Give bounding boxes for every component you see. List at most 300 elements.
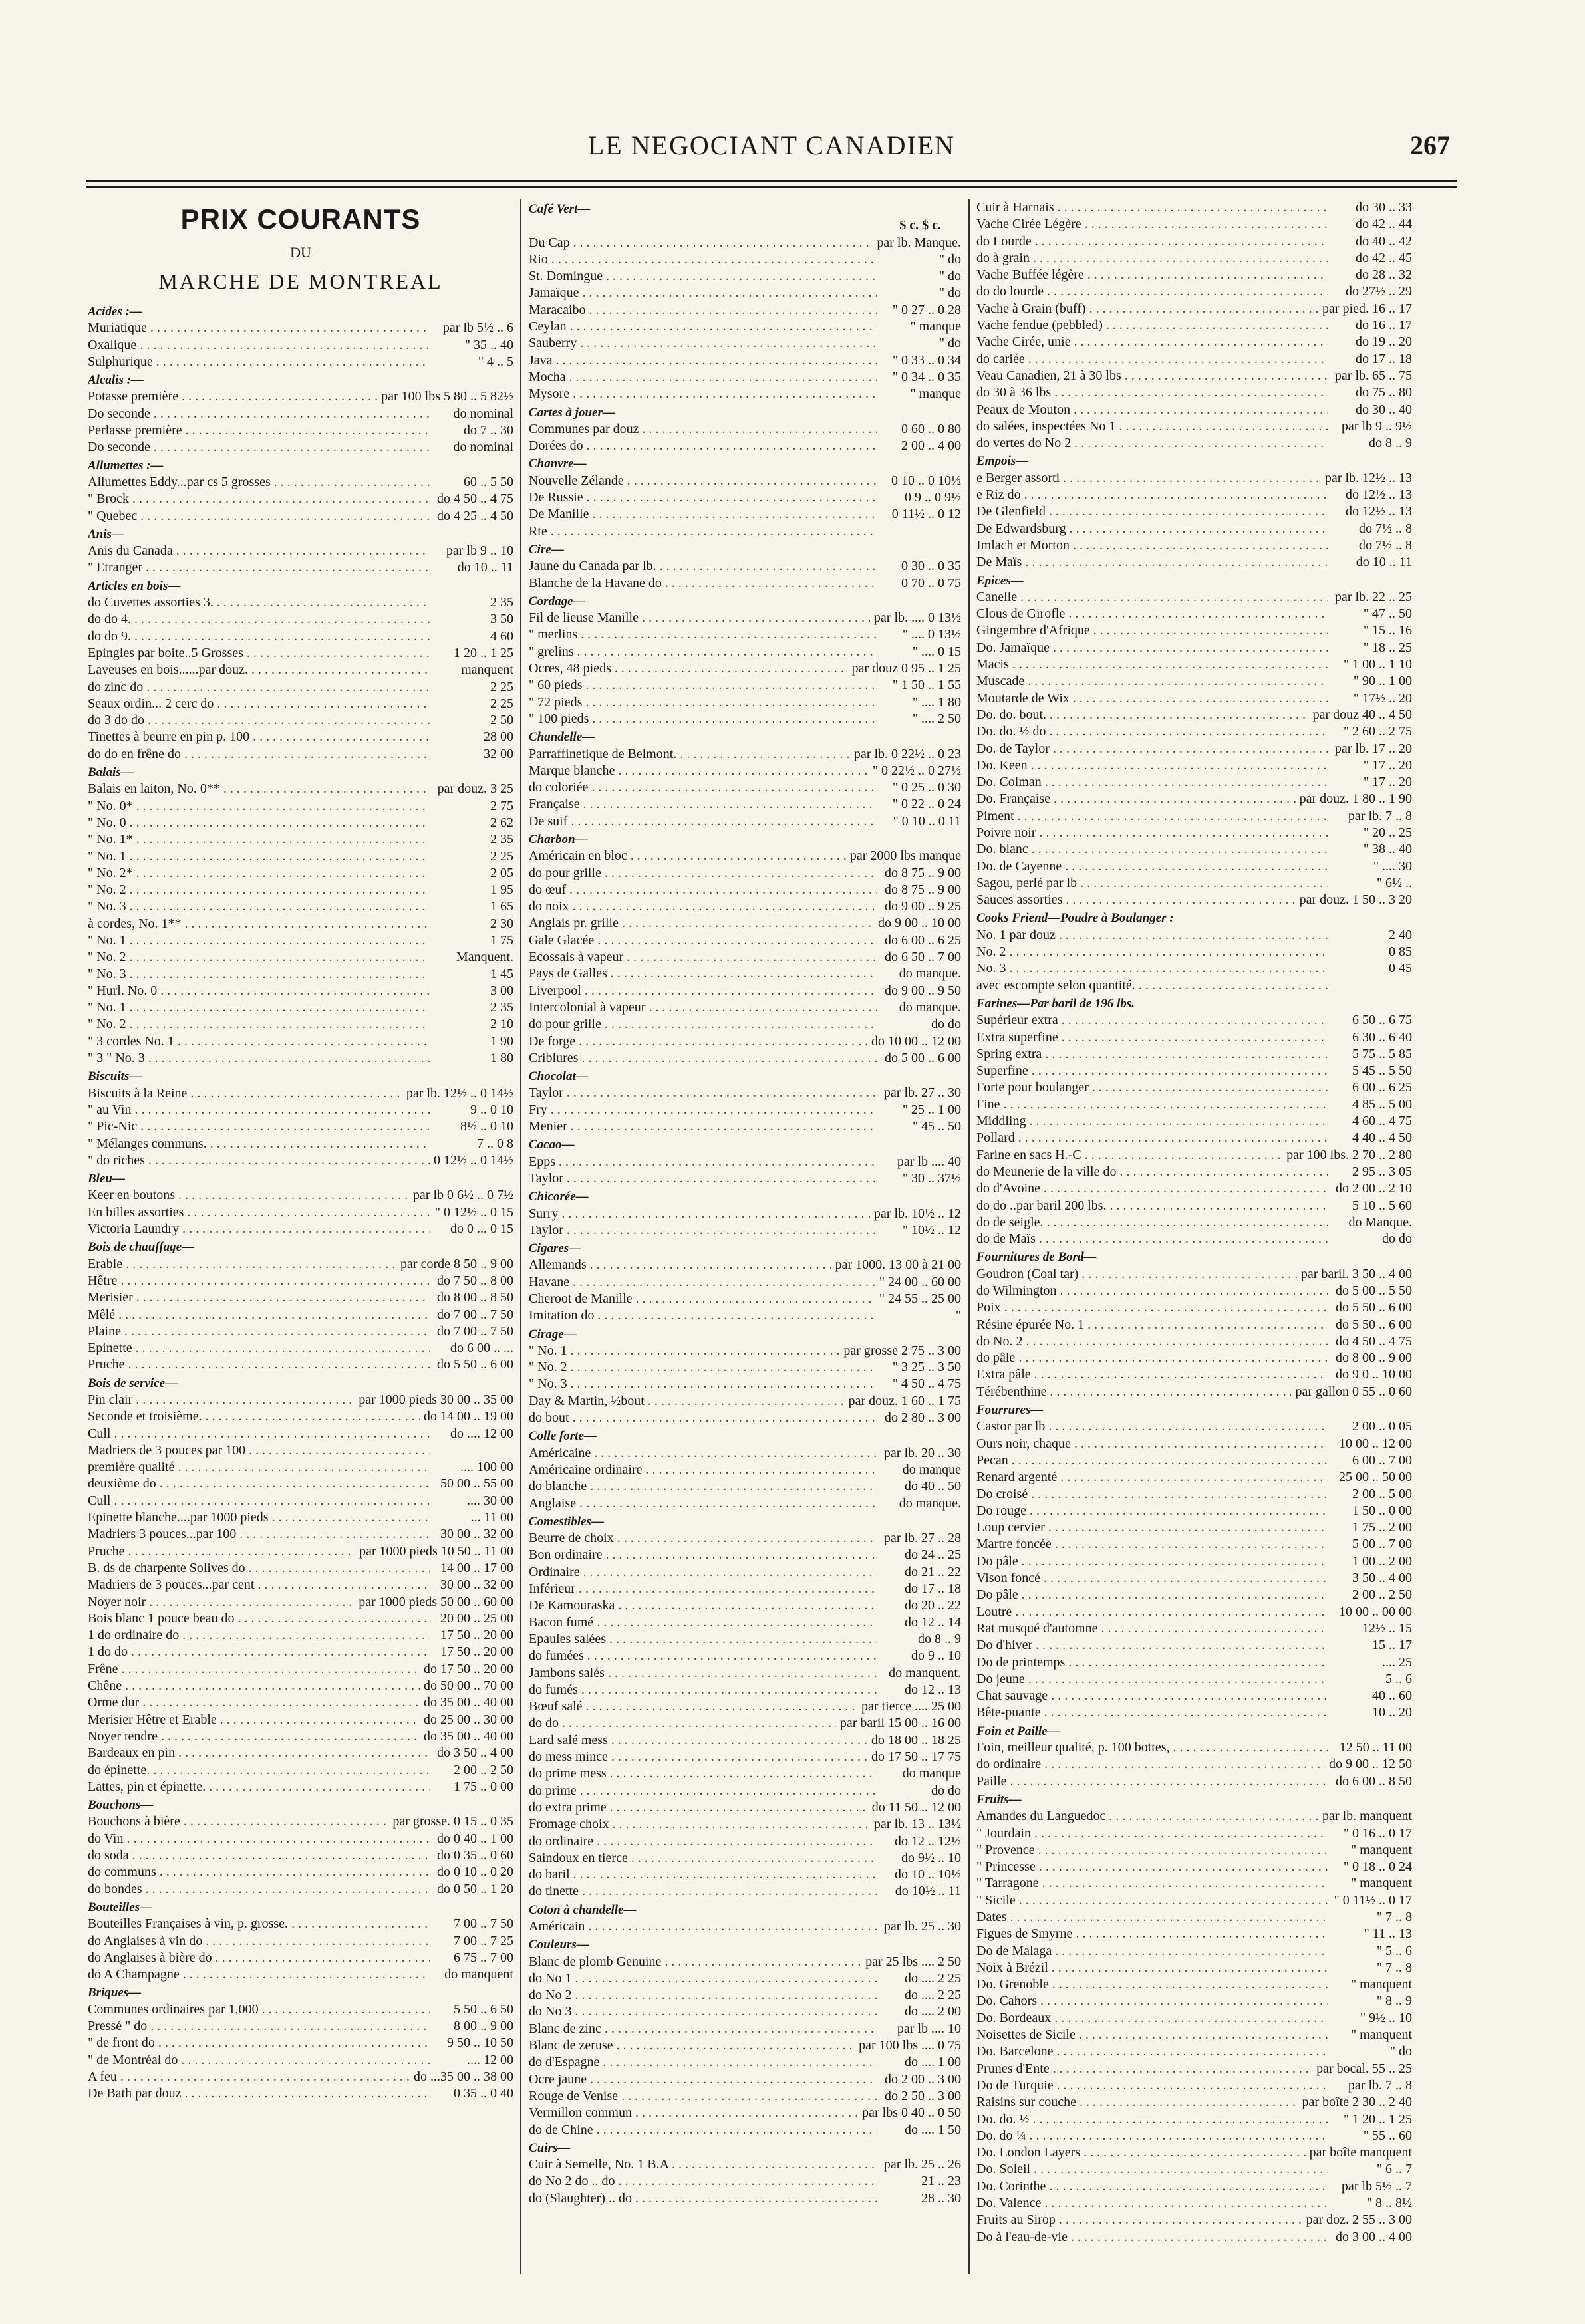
- price-row: [88, 815, 513, 831]
- price-row: [976, 418, 1412, 435]
- item-price: do manquent.: [889, 1665, 961, 1680]
- item-label: Day & Martin, ½bout . . .: [529, 1393, 845, 1410]
- section-heading: Allumettes :—: [88, 458, 164, 473]
- price-row: [88, 2052, 513, 2069]
- item-label: " 100 pieds . . .: [529, 711, 877, 727]
- price-row: [976, 554, 1412, 571]
- item-price: do 35 00 .. 40 00: [424, 1728, 513, 1743]
- item-price: " do: [938, 251, 961, 267]
- item-label: Canelle . . .: [976, 589, 1328, 606]
- price-row: [976, 1147, 1412, 1164]
- item-label: Ocres, 48 pieds . . .: [529, 660, 848, 677]
- price-section: [976, 995, 1412, 1247]
- price-row: [976, 1469, 1412, 1485]
- item-label: Epinette . . .: [88, 1340, 430, 1356]
- item-label: " No. 0 . . .: [88, 815, 430, 831]
- item-label: Jaune du Canada par lb. . . .: [529, 558, 877, 575]
- item-label: Taylor . . .: [529, 1170, 877, 1187]
- price-row: [976, 487, 1412, 503]
- price-row: [976, 1536, 1412, 1553]
- item-price: 6 30 .. 6 40: [1352, 1029, 1412, 1045]
- item-label: do pour grille . . .: [529, 1016, 877, 1033]
- item-price: ... 11 00: [470, 1510, 513, 1525]
- item-label: De Kamouraska . . .: [529, 1597, 877, 1614]
- item-price: ": [955, 1308, 961, 1323]
- item-price: do .... 1 00: [905, 2055, 961, 2070]
- price-row: [88, 1831, 513, 1847]
- item-label: De forge . . .: [529, 1033, 867, 1050]
- item-label: Veau Canadien, 21 à 30 lbs . . .: [976, 368, 1328, 384]
- price-section: [976, 1402, 1412, 1722]
- item-price: 0 85: [1389, 944, 1412, 960]
- item-label: Orme dur . . .: [88, 1694, 420, 1711]
- price-section: [88, 1984, 513, 2102]
- item-label: Keer en boutons . . .: [88, 1187, 409, 1204]
- price-row: [976, 1808, 1412, 1825]
- item-label: " No. 1 . . .: [88, 932, 430, 949]
- item-price: 20 00 .. 25 00: [440, 1611, 513, 1626]
- item-price: par douz 0 95 .. 1 25: [851, 661, 961, 676]
- item-label: Do. Jamaïque . . .: [976, 640, 1328, 656]
- price-row: [976, 741, 1412, 757]
- item-price: " manquent: [1350, 1876, 1412, 1891]
- price-row: [529, 796, 961, 813]
- price-row: [88, 559, 513, 576]
- item-price: 8½ .. 0 10: [460, 1119, 513, 1134]
- price-row: [529, 1410, 961, 1426]
- item-label: " 3 cordes No. 1 . . .: [88, 1033, 430, 1050]
- item-label: do do ..par baril 200 lbs. . . .: [976, 1198, 1328, 1214]
- item-label: B. ds de charpente Solives do . . .: [88, 1560, 430, 1577]
- price-row: [529, 1833, 961, 1850]
- item-price: 1 95: [490, 882, 513, 898]
- item-price: 1 65: [490, 899, 513, 914]
- item-label: Do de Malaga . . .: [976, 1943, 1328, 1960]
- price-section: [529, 201, 961, 403]
- price-row: [976, 1350, 1412, 1366]
- item-label: " No. 0* . . .: [88, 798, 430, 815]
- item-price: do 9½ .. 10: [901, 1850, 961, 1865]
- item-label: Muscade . . .: [976, 673, 1328, 690]
- price-row: [976, 858, 1412, 875]
- price-row: [88, 1509, 513, 1526]
- item-price: " 0 12½ .. 0 15: [434, 1204, 513, 1220]
- price-row: [976, 2111, 1412, 2128]
- price-row: [529, 898, 961, 915]
- item-label: Madriers de 3 pouces par 100 . . .: [88, 1442, 430, 1459]
- section-heading: Epices—: [976, 573, 1024, 588]
- item-price: 3 50 .. 4 00: [1352, 1571, 1412, 1586]
- item-price: do 2 50 .. 3 00: [885, 2088, 961, 2103]
- price-row: [88, 712, 513, 729]
- item-price: do do: [931, 1017, 961, 1032]
- item-label: Pecan . . .: [976, 1452, 1328, 1469]
- item-price: par bocal. 55 .. 25: [1316, 2061, 1412, 2076]
- price-row: [976, 470, 1412, 487]
- price-row: [976, 640, 1412, 656]
- item-label: do do en frêne do . . .: [88, 746, 430, 763]
- price-row: [976, 503, 1412, 520]
- price-row: [976, 1503, 1412, 1519]
- item-price: do 0 10 .. 0 20: [437, 1865, 513, 1880]
- price-row: [976, 317, 1412, 334]
- item-label: Inférieur . . .: [529, 1581, 877, 1597]
- item-label: Blanc de zinc . . .: [529, 2021, 877, 2037]
- item-label: do soda . . .: [88, 1847, 430, 1864]
- item-price: 0 10 .. 0 10½: [891, 473, 961, 488]
- price-section: [529, 1240, 961, 1324]
- section-heading: Cigares—: [529, 1241, 582, 1256]
- item-label: Beurre de choix . . .: [529, 1530, 877, 1547]
- price-row: [976, 1859, 1412, 1875]
- section-heading: Fruits—: [976, 1792, 1022, 1807]
- item-price: par lb. Manque.: [877, 235, 961, 250]
- item-label: No. 1 par douz . . .: [976, 927, 1328, 944]
- item-label: De Glenfield . . .: [976, 503, 1328, 520]
- section-heading: Charbon—: [529, 832, 588, 846]
- price-row: [529, 1118, 961, 1135]
- item-price: do 14 00 .. 19 00: [424, 1409, 513, 1424]
- price-section: [529, 2140, 961, 2207]
- item-label: Ceylan . . .: [529, 319, 877, 335]
- item-price: par lb 0 6½ .. 0 7½: [412, 1188, 513, 1203]
- price-row: [976, 892, 1412, 908]
- item-label: Piment . . .: [976, 808, 1328, 825]
- price-row: [976, 1570, 1412, 1587]
- price-row: [88, 1426, 513, 1442]
- price-row: [529, 2190, 961, 2207]
- item-label: " No. 3 . . .: [88, 966, 430, 983]
- price-row: [976, 1079, 1412, 1096]
- price-row: [529, 1987, 961, 2003]
- price-row: [88, 983, 513, 999]
- item-label: do Lourde . . .: [976, 233, 1328, 250]
- price-row: [976, 1486, 1412, 1503]
- item-label: do de Maïs . . .: [976, 1231, 1328, 1247]
- price-row: [529, 763, 961, 779]
- item-price: 40 .. 60: [1372, 1688, 1412, 1704]
- price-row: [529, 1291, 961, 1307]
- price-row: [88, 1356, 513, 1373]
- item-price: " 18 .. 25: [1363, 640, 1412, 655]
- item-price: " 20 .. 25: [1363, 825, 1412, 840]
- item-price: 5 50 .. 6 50: [454, 2001, 513, 2017]
- price-row: [529, 1274, 961, 1291]
- price-row: [976, 199, 1412, 216]
- item-price: par douz. 1 80 .. 1 90: [1299, 791, 1412, 807]
- item-price: par 100 lbs 5 80 .. 5 82½: [381, 389, 513, 404]
- price-row: [529, 1376, 961, 1392]
- price-row: [976, 690, 1412, 707]
- item-price: " 25 .. 1 00: [902, 1102, 961, 1117]
- item-price: do .... 2 25: [905, 1970, 961, 1986]
- price-row: [976, 1976, 1412, 1993]
- item-label: do No. 2 . . .: [976, 1333, 1328, 1350]
- price-row: [529, 2173, 961, 2190]
- item-price: " 90 .. 1 00: [1353, 674, 1412, 689]
- price-row: [976, 2043, 1412, 2060]
- item-price: 28 00: [484, 729, 513, 745]
- price-row: [529, 1495, 961, 1512]
- item-label: do do 9. . . .: [88, 628, 430, 645]
- item-price: do 10 .. 10½: [895, 1867, 961, 1882]
- section-heading: Bois de chauffage—: [88, 1240, 195, 1255]
- item-price: do 40 .. 42: [1356, 233, 1412, 249]
- item-label: do tinette . . .: [529, 1883, 877, 1900]
- item-label: do ordinaire . . .: [529, 1833, 877, 1850]
- item-label: Américaine . . .: [529, 1445, 877, 1462]
- item-label: Do de printemps . . .: [976, 1654, 1328, 1671]
- price-row: [529, 1530, 961, 1547]
- item-label: Rio . . .: [529, 251, 877, 268]
- item-price: do 12 .. 12½: [895, 1833, 961, 1849]
- section-heading: Cirage—: [529, 1327, 577, 1341]
- item-label: Merisier . . .: [88, 1289, 430, 1306]
- price-row: [88, 2035, 513, 2051]
- section-heading: Comestibles—: [529, 1514, 604, 1529]
- running-title: LE NEGOCIANT CANADIEN: [587, 130, 956, 160]
- item-label: Taylor . . .: [529, 1085, 877, 1101]
- price-row: [529, 575, 961, 592]
- item-label: Do. Cahors . . .: [976, 1993, 1328, 2009]
- item-label: do d'Espagne . . .: [529, 2054, 877, 2071]
- item-label: " Provence . . .: [976, 1842, 1328, 1859]
- item-label: Do. Bordeaux . . .: [976, 2010, 1328, 2027]
- item-label: Potasse première . . .: [88, 388, 377, 405]
- item-price: .... 100 00: [460, 1460, 513, 1475]
- item-price: " 55 .. 60: [1363, 2128, 1412, 2143]
- item-price: do 17 50 .. 17 75: [871, 1749, 961, 1765]
- price-row: [976, 1773, 1412, 1790]
- item-label: " grelins . . .: [529, 644, 877, 660]
- item-price: " 17½ .. 20: [1353, 690, 1412, 706]
- item-label: Cuir à Semelle, No. 1 B.A . . .: [529, 2156, 877, 2173]
- item-label: Victoria Laundry . . .: [88, 1221, 430, 1237]
- section-heading: Bleu—: [88, 1172, 125, 1186]
- item-label: Madriers de 3 pouces...par cent . . .: [88, 1577, 430, 1593]
- price-row: [529, 558, 961, 575]
- price-row: [976, 384, 1412, 401]
- item-price: par douz 40 .. 4 50: [1312, 707, 1412, 722]
- price-row: [88, 1847, 513, 1864]
- item-label: do 3 do do . . .: [88, 712, 430, 729]
- item-price: " manquent: [1350, 2027, 1412, 2043]
- price-row: [88, 662, 513, 678]
- item-label: " Brock . . .: [88, 491, 430, 507]
- price-row: [88, 1966, 513, 1983]
- price-row: [529, 882, 961, 898]
- item-price: 60 .. 5 50: [464, 474, 513, 489]
- section-heading: Biscuits—: [88, 1069, 142, 1084]
- section-heading: Chandelle—: [529, 730, 595, 745]
- item-price: par lb. manquent: [1322, 1809, 1412, 1824]
- price-row: [529, 949, 961, 966]
- item-label: Parraffinetique de Belmont. . . .: [529, 746, 850, 763]
- item-price: 7 00 .. 7 50: [454, 1916, 513, 1932]
- item-price: do 42 .. 44: [1356, 217, 1412, 232]
- price-row: [976, 1892, 1412, 1909]
- item-price: do 3 50 .. 4 00: [437, 1745, 513, 1761]
- price-row: [976, 1113, 1412, 1130]
- item-price: do 42 .. 45: [1356, 250, 1412, 265]
- item-price: 2 00 .. 4 00: [901, 438, 961, 453]
- item-price: 32 00: [484, 746, 513, 761]
- price-row: [976, 1283, 1412, 1299]
- item-price: 2 25: [490, 679, 513, 694]
- item-price: 4 40 .. 4 50: [1352, 1130, 1412, 1146]
- item-label: Sauberry . . .: [529, 335, 877, 352]
- price-row: [529, 999, 961, 1016]
- item-price: par baril. 3 50 .. 4 00: [1300, 1266, 1412, 1281]
- item-label: à cordes, No. 1** . . .: [88, 916, 430, 932]
- price-section: [529, 593, 961, 727]
- item-price: do 11 50 .. 12 00: [871, 1799, 961, 1815]
- item-price: " 0 16 .. 0 17: [1343, 1825, 1412, 1841]
- price-row: [88, 781, 513, 797]
- item-price: do manque: [902, 1462, 961, 1477]
- item-label: Do croisé . . .: [976, 1486, 1328, 1503]
- price-row: [976, 1418, 1412, 1435]
- item-price: 5 .. 6: [1385, 1671, 1412, 1686]
- price-row: [88, 1085, 513, 1102]
- item-label: Chêne . . .: [88, 1678, 420, 1694]
- item-label: Poix . . .: [976, 1299, 1328, 1316]
- item-price: do 8 00 .. 8 50: [437, 1290, 513, 1305]
- price-row: [976, 1704, 1412, 1721]
- item-label: Pays de Galles . . .: [529, 966, 877, 982]
- item-price: do 12 .. 13: [905, 1682, 961, 1697]
- price-row: [88, 388, 513, 405]
- item-label: De suif . . .: [529, 813, 877, 830]
- item-label: Renard argenté . . .: [976, 1469, 1328, 1485]
- price-row: [529, 1698, 961, 1715]
- price-row: [976, 1046, 1412, 1063]
- price-row: [88, 2018, 513, 2035]
- price-row: [976, 1654, 1412, 1671]
- item-label: do zinc do . . .: [88, 679, 430, 696]
- item-label: do Anglaises à bière do . . .: [88, 1950, 430, 1966]
- item-label: do No 1 . . .: [529, 1970, 877, 1987]
- price-row: [88, 1476, 513, 1492]
- item-label: " No. 3 . . .: [88, 898, 430, 915]
- item-price: do 35 00 .. 40 00: [424, 1695, 513, 1710]
- item-price: do 2 00 .. 3 00: [885, 2071, 961, 2087]
- item-label: " No. 1 . . .: [88, 999, 430, 1016]
- price-row: [529, 1648, 961, 1664]
- item-price: par lb. 25 .. 30: [883, 1918, 961, 1934]
- item-label: No. 3 . . .: [976, 960, 1328, 977]
- price-row: [529, 610, 961, 626]
- item-label: do épinette. . . .: [88, 1762, 430, 1779]
- price-row: [529, 2021, 961, 2037]
- price-row: [88, 1644, 513, 1660]
- item-label: e Berger assorti . . .: [976, 470, 1321, 487]
- price-column-2: [529, 199, 961, 2281]
- item-label: Gale Glacée . . .: [529, 932, 877, 949]
- price-row: [976, 1384, 1412, 1400]
- price-section: [529, 729, 961, 830]
- item-price: par lb. 13 .. 13½: [873, 1817, 961, 1832]
- item-label: Américain en bloc . . .: [529, 848, 846, 864]
- item-label: Ordinaire . . .: [529, 1564, 877, 1581]
- item-price: par lb. 17 .. 20: [1334, 741, 1412, 756]
- item-price: do .... 2 25: [905, 1988, 961, 2003]
- item-price: do 12 .. 14: [905, 1614, 961, 1630]
- price-row: [529, 2122, 961, 2138]
- section-heading: Chocolat—: [529, 1069, 589, 1084]
- price-row: [529, 1749, 961, 1765]
- item-price: par corde 8 50 .. 9 00: [400, 1256, 513, 1271]
- item-label: Bardeaux en pin . . .: [88, 1745, 430, 1761]
- item-label: " Mélanges communs. . . .: [88, 1136, 430, 1152]
- item-label: Rte . . .: [529, 523, 877, 540]
- item-label: do communs . . .: [88, 1864, 430, 1880]
- section-heading: Empois—: [976, 454, 1029, 469]
- item-label: do de Chine . . .: [529, 2122, 877, 2138]
- item-price: [1328, 977, 1412, 994]
- item-label: Do d'hiver . . .: [976, 1637, 1328, 1654]
- price-row: [976, 1299, 1412, 1316]
- item-label: Intercolonial à vapeur . . .: [529, 999, 877, 1016]
- item-price: par lb .... 40: [897, 1154, 961, 1169]
- item-label: Farine en sacs H.-C . . .: [976, 1147, 1282, 1164]
- item-price: par lb. 12½ .. 0 14½: [406, 1085, 513, 1100]
- item-price: do ...35 00 .. 38 00: [414, 2069, 513, 2084]
- item-label: Bon ordinaire . . .: [529, 1547, 877, 1563]
- item-label: En billes assorties . . .: [88, 1204, 430, 1221]
- item-price: do 50 00 .. 70 00: [424, 1678, 513, 1694]
- item-label: avec escompte selon quantité. . . .: [976, 977, 1328, 994]
- item-label: " Hurl. No. 0 . . .: [88, 983, 430, 999]
- price-row: [88, 1933, 513, 1950]
- item-price: do .... 1 50: [905, 2122, 961, 2137]
- item-label: Loup cervier . . .: [976, 1519, 1328, 1536]
- price-row: [976, 1943, 1412, 1960]
- item-price: do 27½ .. 29: [1346, 284, 1412, 299]
- item-price: do 10 .. 11: [457, 560, 513, 575]
- item-label: " 60 pieds . . .: [529, 677, 877, 694]
- item-price: 2 25: [490, 848, 513, 864]
- price-row: [976, 841, 1412, 858]
- price-row: [88, 1050, 513, 1067]
- price-section: [88, 1899, 513, 1983]
- item-price: 5 45 .. 5 50: [1352, 1063, 1412, 1079]
- price-row: [976, 1688, 1412, 1704]
- item-label: Poivre noir . . .: [976, 825, 1328, 841]
- item-price: do manque.: [899, 966, 961, 981]
- item-price: 2 50: [490, 713, 513, 728]
- price-row: [88, 898, 513, 915]
- item-price: 2 00 .. 5 00: [1352, 1486, 1412, 1501]
- item-price: " 4 .. 5: [478, 354, 513, 369]
- price-row: [976, 1553, 1412, 1570]
- item-label: Lattes, pin et épinette. . . .: [88, 1779, 430, 1795]
- item-price: par lb. .... 0 13½: [873, 610, 961, 626]
- item-price: " 24 55 .. 25 00: [879, 1291, 961, 1306]
- item-label: Ocre jaune . . .: [529, 2071, 877, 2088]
- item-label: Do de Turquie . . .: [976, 2077, 1328, 2094]
- item-label: Blanche de la Havane do . . .: [529, 575, 877, 592]
- item-price: do 4 25 .. 4 50: [437, 508, 513, 523]
- price-row: [976, 435, 1412, 452]
- price-row: [88, 1779, 513, 1795]
- item-price: do 7½ .. 8: [1359, 521, 1412, 536]
- price-row: [976, 757, 1412, 774]
- item-price: 17 50 .. 20 00: [440, 1644, 513, 1660]
- item-price: par lb. 22 .. 25: [1334, 589, 1412, 604]
- price-row: [529, 1765, 961, 1782]
- item-label: 1 do ordinaire do . . .: [88, 1627, 430, 1644]
